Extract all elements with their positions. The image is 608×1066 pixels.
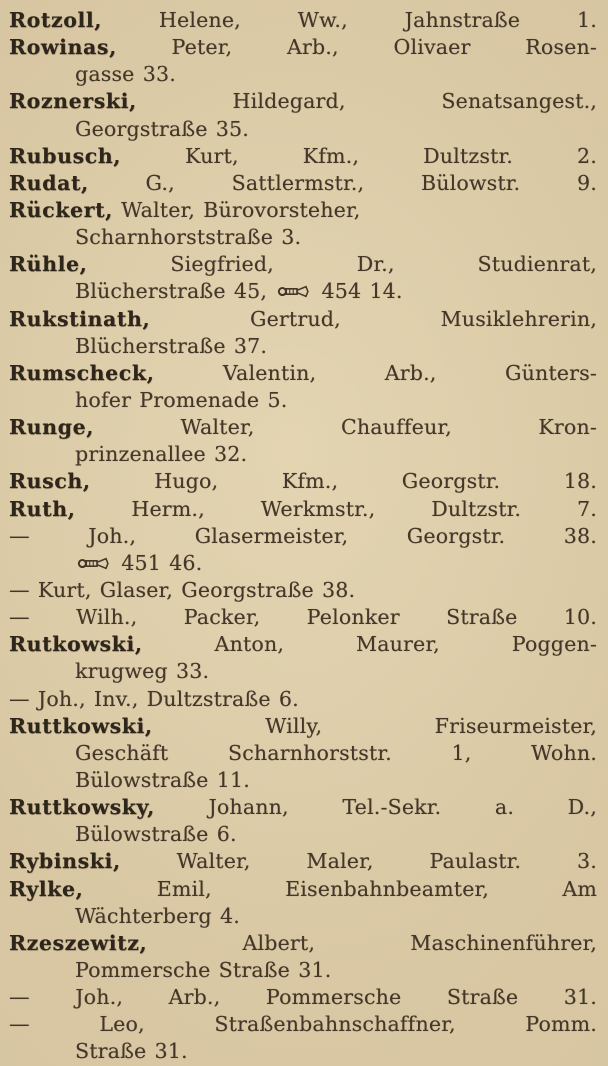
entry-text: prinzenallee 32. xyxy=(75,442,248,467)
entry-text: Wächterberg 4. xyxy=(75,903,240,928)
directory-line xyxy=(9,278,597,305)
directory-line xyxy=(9,550,597,577)
directory-line xyxy=(9,767,597,794)
directory-line xyxy=(9,930,597,957)
entry-text: Valentin, Arb., Günters- xyxy=(154,360,597,385)
directory-line xyxy=(9,686,597,713)
directory-line xyxy=(9,143,597,170)
directory-line xyxy=(9,496,597,523)
entry-text: Albert, Maschinenführer, xyxy=(147,930,597,955)
directory-line xyxy=(9,197,597,224)
directory-line xyxy=(9,34,597,61)
surname-text: Rusch, xyxy=(9,469,91,494)
telephone-icon xyxy=(77,556,111,571)
directory-line xyxy=(9,360,597,387)
entry-text: Walter, Bürovorsteher, xyxy=(112,197,361,222)
entry-text: 451 46. xyxy=(113,550,203,575)
directory-line xyxy=(9,224,597,251)
entry-text: G., Sattlermstr., Bülowstr. 9. xyxy=(88,170,597,195)
entry-text: Pommersche Straße 31. xyxy=(75,957,332,982)
entry-text: Emil, Eisenbahnbeamter, Am xyxy=(83,876,597,901)
entry-text: Peter, Arb., Olivaer Rosen- xyxy=(116,35,597,60)
directory-line xyxy=(9,984,597,1011)
entry-text: Anton, Maurer, Poggen- xyxy=(142,632,597,657)
entry-text: Herm., Werkmstr., Dultzstr. 7. xyxy=(75,496,597,521)
surname-text: Rzeszewitz, xyxy=(9,930,148,955)
directory-line xyxy=(9,903,597,930)
directory-line xyxy=(9,658,597,685)
directory-line xyxy=(9,1011,597,1038)
surname-text: Rühle, xyxy=(9,252,88,277)
directory-line xyxy=(9,523,597,550)
entry-text: — Joh., Arb., Pommersche Straße 31. xyxy=(9,985,597,1010)
directory-line xyxy=(9,387,597,414)
entry-text: Helene, Ww., Jahnstraße 1. xyxy=(102,8,597,32)
directory-line xyxy=(9,848,597,875)
directory-line xyxy=(9,61,597,88)
entry-text: krugweg 33. xyxy=(75,659,210,684)
directory-line xyxy=(9,794,597,821)
entry-text: Straße 31. xyxy=(75,1039,188,1064)
entry-text: Blücherstraße 37. xyxy=(75,333,268,358)
surname-text: Rukstinath, xyxy=(9,306,151,331)
entry-text: Bülowstraße 11. xyxy=(75,767,250,792)
directory-line xyxy=(9,116,597,143)
directory-line xyxy=(9,577,597,604)
surname-text: Rudat, xyxy=(9,170,89,195)
entry-text: 454 14. xyxy=(313,279,403,304)
surname-text: Rutkowski, xyxy=(9,632,143,657)
surname-text: Runge, xyxy=(9,415,94,440)
entry-text: Bülowstraße 6. xyxy=(75,822,237,847)
surname-text: Rückert, xyxy=(9,197,113,222)
directory-line xyxy=(9,740,597,767)
directory-line xyxy=(9,631,597,658)
entry-text: gasse 33. xyxy=(75,62,176,87)
entry-text: Walter, Chauffeur, Kron- xyxy=(93,415,597,440)
surname-text: Rubusch, xyxy=(9,143,122,168)
directory-line xyxy=(9,957,597,984)
entry-text: Johann, Tel.-Sekr. a. D., xyxy=(154,795,597,820)
entry-text: Siegfried, Dr., Studienrat, xyxy=(87,252,597,277)
entry-text: — Wilh., Packer, Pelonker Straße 10. xyxy=(9,605,597,630)
entry-text: — Kurt, Glaser, Georgstraße 38. xyxy=(9,577,356,602)
entry-text: Georgstraße 35. xyxy=(75,116,249,141)
entry-text: — Joh., Glasermeister, Georgstr. 38. xyxy=(9,523,597,548)
surname-text: Rumscheck, xyxy=(9,360,155,385)
directory-line xyxy=(9,88,597,115)
entry-text: hofer Promenade 5. xyxy=(75,387,288,412)
entry-text: Gertrud, Musiklehrerin, xyxy=(150,306,597,331)
entry-text: Hugo, Kfm., Georgstr. 18. xyxy=(90,469,597,494)
surname-text: Ruttkowski, xyxy=(9,713,153,738)
surname-text: Ruth, xyxy=(9,496,76,521)
surname-text: Ruttkowsky, xyxy=(9,795,155,820)
entry-text: Walter, Maler, Paulastr. 3. xyxy=(120,849,597,874)
directory-line xyxy=(9,251,597,278)
entry-text: Scharnhorststraße 3. xyxy=(75,225,302,250)
entry-text: Hildegard, Senatsangest., xyxy=(136,89,597,114)
entry-text: Willy, Friseurmeister, xyxy=(152,713,597,738)
entry-text: Kurt, Kfm., Dultzstr. 2. xyxy=(121,143,597,168)
entry-text: Blücherstraße 45, xyxy=(75,279,276,304)
directory-line xyxy=(9,468,597,495)
directory-line xyxy=(9,876,597,903)
telephone-icon xyxy=(277,284,311,299)
surname-text: Roznerski, xyxy=(9,89,137,114)
directory-line xyxy=(9,306,597,333)
directory-line xyxy=(9,821,597,848)
directory-line xyxy=(9,713,597,740)
directory-line xyxy=(9,441,597,468)
directory-line xyxy=(9,604,597,631)
directory-line xyxy=(9,1038,597,1065)
entry-text: Geschäft Scharnhorststr. 1, Wohn. xyxy=(75,740,597,765)
surname-text: Rybinski, xyxy=(9,849,121,874)
directory-line xyxy=(9,333,597,360)
entry-text: — Joh., Inv., Dultzstraße 6. xyxy=(9,686,299,711)
surname-text: Rowinas, xyxy=(9,35,117,60)
directory-line xyxy=(9,7,597,34)
entry-text: — Leo, Straßenbahnschaffner, Pomm. xyxy=(9,1012,597,1037)
directory-line xyxy=(9,170,597,197)
surname-text: Rylke, xyxy=(9,876,84,901)
directory-line xyxy=(9,414,597,441)
surname-text: Rotzoll, xyxy=(9,8,103,32)
directory-list xyxy=(9,7,597,1065)
